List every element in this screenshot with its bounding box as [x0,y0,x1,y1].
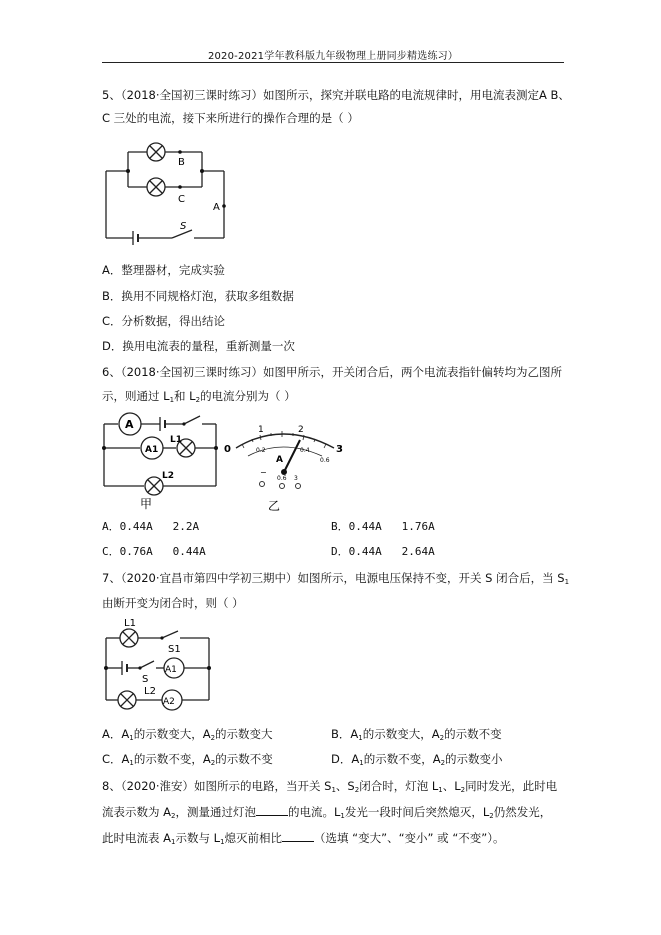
q6-ammeter-dial-yi [222,418,352,514]
q5-option-d: D．换用电流表的量程，重新测量一次 [102,339,295,353]
q8-blank-2[interactable] [282,831,314,842]
q7-label-L2: L2 [144,686,156,697]
q5-circuit-figure [100,138,235,250]
q7-stem-line1: 7、（2020·宜昌市第四中学初三期中）如图所示，电源电压保持不变，开关 S 闭合后，当 $S_1$ [102,571,570,586]
q6-circuit-figure-jia [100,412,220,512]
q6-stem-line1: 6、（2018·全国初三课时练习）如图甲所示，开关闭合后，两个电流表指针偏转均为乙图所 [102,365,562,379]
q5-option-b: B．换用不同规格灯泡，获取多组数据 [102,289,294,303]
dial-label-2: 2 [298,425,304,435]
q5-option-c: C．分析数据，得出结论 [102,314,226,328]
q6-option-b: B．0.44A 1.76A [331,520,435,533]
q8-stem-line2: 流表示数为 $A_2$，测量通过灯泡 的电流。$L_1$发光一段时间后突然熄灭，$L_2$仍然发光， [102,805,552,820]
q6-lamp-L2-label: L2 [162,471,174,481]
q6-caption-yi: 乙 [268,499,281,513]
q7-circuit-figure [100,616,215,714]
q8-stem-line3: 此时电流表 $A_1$示数与 $L_1$熄灭前相比 （选填 “变大”、“变小” 或 “不变”）。 [102,831,505,846]
dial-label-04: 0.4 [300,447,310,454]
dial-needle-label: A [276,455,283,465]
q5-label-A: A [213,202,220,213]
q5-label-C: C [178,194,185,205]
q8-blank-1[interactable] [256,805,288,816]
q5-label-S: S [180,221,187,232]
q7-meter-A1-label: A1 [165,665,177,675]
dial-label-1: 1 [258,425,264,435]
dial-term-minus: − [260,468,267,477]
q5-stem-line1: 5、（2018·全国初三课时练习）如图所示，探究并联电路的电流规律时，用电流表测定A B、 [102,88,570,102]
q6-lamp-L1-label: L1 [170,435,182,445]
q6-meter-A1-label: A1 [145,445,159,455]
q6-option-a: A．0.44A 2.2A [102,520,200,533]
dial-label-3: 3 [336,444,343,455]
q7-option-c: C．$A_1$的示数不变，$A_2$的示数不变 [102,752,273,767]
dial-label-02: 0.2 [256,447,266,454]
q5-option-a: A．整理器材，完成实验 [102,263,225,277]
q7-option-d: D．$A_1$的示数不变，$A_2$的示数变小 [331,752,503,767]
q7-label-L1: L1 [124,618,136,629]
dial-label-0: 0 [224,444,231,455]
q7-stem-line2: 由断开变为闭合时，则（ ） [102,596,244,610]
q6-option-d: D．0.44A 2.64A [331,545,435,558]
dial-label-06: 0.6 [320,457,330,464]
q6-meter-A-label: A [125,418,134,431]
q6-option-c: C．0.76A 0.44A [102,545,206,558]
q7-option-b: B．$A_1$的示数变大，$A_2$的示数不变 [331,727,502,742]
q7-label-S1: S1 [168,644,181,655]
q5-stem-line2: C 三处的电流，接下来所进行的操作合理的是（ ） [102,111,359,125]
q7-meter-A2-label: A2 [163,697,175,707]
q8-stem-line1: 8、（2020·淮安）如图所示的电路，当开关 $S_1$、$S_2$闭合时，灯泡 $L_1$、$L_2$同时发光，此时电 [102,779,558,794]
q7-option-a: A．$A_1$的示数变大，$A_2$的示数变大 [102,727,273,742]
page-header: 2020-2021学年教科版九年级物理上册同步精选练习） [207,51,459,62]
header-rule [102,62,564,63]
dial-term-06: 0.6 [277,475,287,482]
q6-stem-line2: 示，则通过 $L_1$和 $L_2$的电流分别为（ ） [102,389,296,404]
q7-label-S: S [142,674,149,685]
q6-caption-jia: 甲 [140,497,153,511]
q5-label-B: B [178,157,185,168]
dial-term-3: 3 [294,475,298,482]
